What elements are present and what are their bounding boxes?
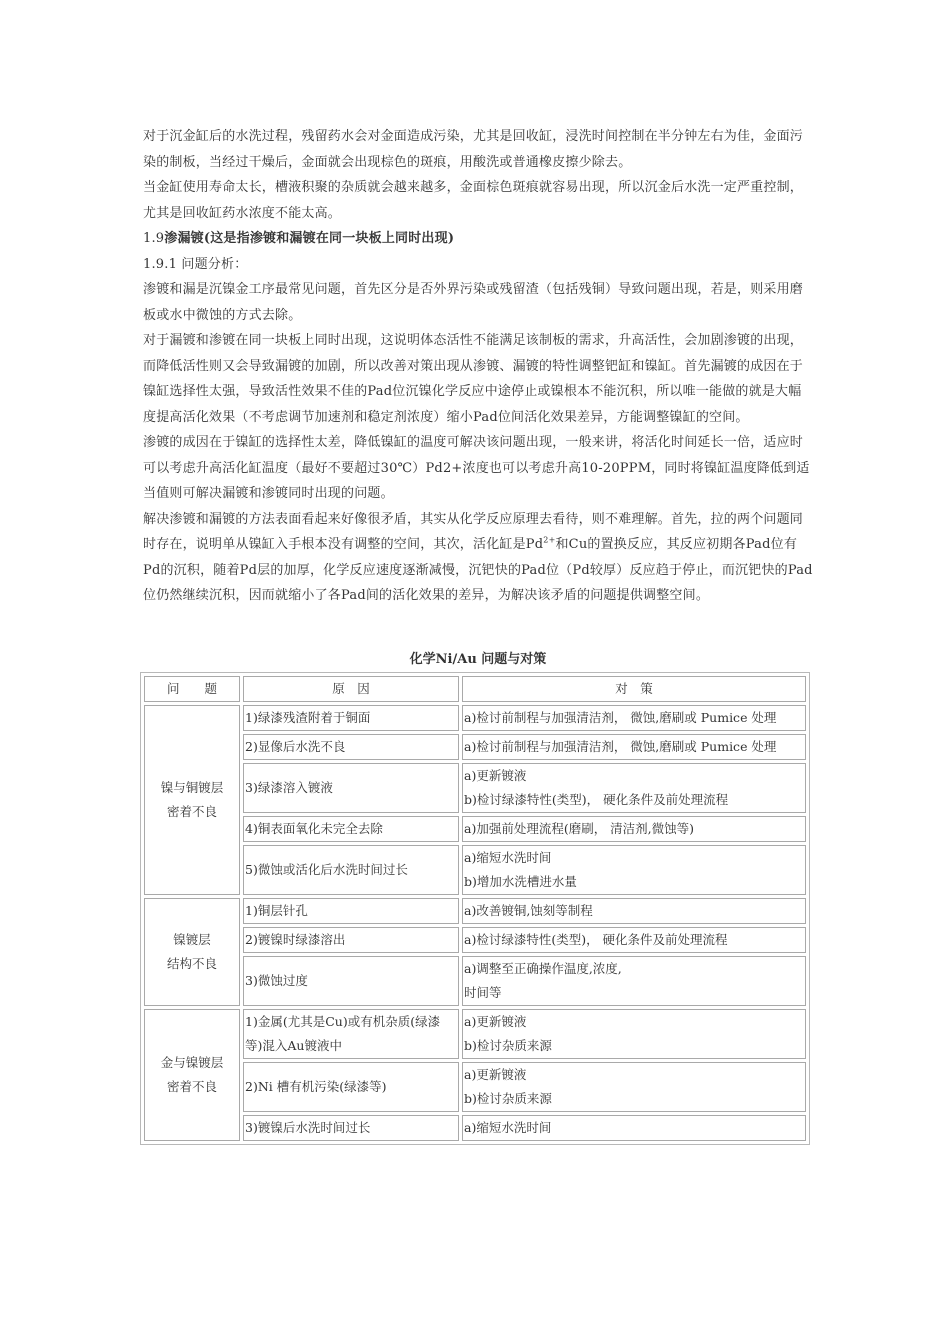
fix-cell <box>462 1062 806 1112</box>
table-header-row <box>144 676 806 702</box>
paragraph: 对于漏镀和渗镀在同一块板上同时出现，这说明体态活性不能满足该制板的需求，升高活性，会加剧渗镀的出现，而降低活性则又会导致漏镀的加剧，所以改善对策出现从渗镀、漏镀的特性调整钯缸和镍缸。首先漏镀的成因在于镍缸选择性太强，导致活性效果不佳的Pad位沉镍化学反应中途停止或镍根本不能沉积，所以唯一能做的就是大幅度提高活化效果（不考虑调节加速剂和稳定剂浓度）缩小Pad位间活化效果差异，方能调整镍缸的空间。 <box>143 333 804 425</box>
fix-line: a)检讨前制程与加强清洁剂， 微蚀,磨刷或 Pumice 处理 <box>464 710 777 725</box>
cause-cell: 4)铜表面氧化未完全去除 <box>243 816 459 842</box>
table-row <box>144 705 806 731</box>
paragraph-text: 和Cu的置换反应，其反应初期各Pad位有Pd的沉积，随着Pd层的加厚，化学反应速度逐渐减慢，沉钯快的Pad位（Pd较厚）反应趋于停止，而沉钯快的Pad位仍然继续沉积，因而就缩小了各Pad间的活化效果的差异，为解决该矛盾的问题提供调整空间。 <box>143 537 813 603</box>
paragraph <box>143 507 813 609</box>
fix-cell <box>462 1115 806 1141</box>
problem-table <box>140 672 810 1145</box>
problem-line: 金与镍镀层 <box>160 1055 224 1070</box>
paragraph: 渗镀的成因在于镍缸的选择性太差，降低镍缸的温度可解决该问题出现，一般来讲，将活化时间延长一倍，适应时可以考虑升高活化缸温度（最好不要超过30℃）Pd2+浓度也可以考虑升高10-20PPM，同时将镍缸温度降低到适当值则可解决漏镀和渗镀同时出现的问题。 <box>143 435 810 501</box>
fix-cell <box>462 927 806 953</box>
problem-line: 镍与铜镀层 <box>160 780 224 795</box>
fix-line: a)更新镀液 <box>464 1014 527 1029</box>
cause-cell: 2)镀镍时绿漆溶出 <box>243 927 459 953</box>
document-body <box>143 124 813 609</box>
fix-line: a)更新镀液 <box>464 768 527 783</box>
paragraph-text: 解决渗镀和漏镀的方法表面看起来好像很矛盾，其实从化学反应原理去看待，则不难理解。首先，拉的两个问题同时存在，说明单从镍缸入手根本没有调整的空间，其次，活化缸是Pd <box>143 511 804 552</box>
superscript: 2+ <box>543 535 556 545</box>
fix-cell <box>462 956 806 1006</box>
fix-line: 时间等 <box>464 985 502 1000</box>
subsection-heading: 1.9.1 问题分析： <box>143 256 248 272</box>
table-row <box>144 763 806 813</box>
problem-cell <box>144 1009 240 1141</box>
table-row <box>144 816 806 842</box>
fix-line: a)缩短水洗时间 <box>464 1120 552 1135</box>
fix-cell <box>462 734 806 760</box>
problem-line: 密着不良 <box>166 804 217 819</box>
cause-cell: 1)绿漆残渣附着于铜面 <box>243 705 459 731</box>
fix-line: a)缩短水洗时间 <box>464 850 552 865</box>
problem-line: 结构不良 <box>166 956 217 971</box>
problem-cell <box>144 898 240 1006</box>
cause-cell: 3)镀镍后水洗时间过长 <box>243 1115 459 1141</box>
problem-line: 密着不良 <box>166 1079 217 1094</box>
fix-cell <box>462 763 806 813</box>
header-cause: 原 因 <box>243 676 459 702</box>
cause-cell: 2)Ni 槽有机污染(绿漆等) <box>243 1062 459 1112</box>
problem-line: 镍镀层 <box>173 932 211 947</box>
cause-cell: 1)金属(尤其是Cu)或有机杂质(绿漆等)混入Au镀液中 <box>243 1009 459 1059</box>
fix-cell <box>462 898 806 924</box>
fix-line: b)增加水洗槽进水量 <box>464 874 577 889</box>
table-row <box>144 898 806 924</box>
table-row <box>144 927 806 953</box>
table-row <box>144 734 806 760</box>
section-title: 渗漏镀(这是指渗镀和漏镀在同一块板上同时出现) <box>164 231 455 246</box>
header-problem: 问 题 <box>144 676 240 702</box>
section-heading <box>143 226 813 252</box>
fix-line: b)检讨绿漆特性(类型)， 硬化条件及前处理流程 <box>464 792 729 807</box>
cause-cell: 5)微蚀或活化后水洗时间过长 <box>243 845 459 895</box>
table-row <box>144 1115 806 1141</box>
paragraph: 当金缸使用寿命太长，槽液积聚的杂质就会越来越多，金面棕色斑痕就容易出现，所以沉金后水洗一定严重控制，尤其是回收缸药水浓度不能太高。 <box>143 180 804 221</box>
fix-line: a)更新镀液 <box>464 1067 527 1082</box>
fix-line: a)改善镀铜,蚀刻等制程 <box>464 903 593 918</box>
fix-cell <box>462 1009 806 1059</box>
problem-cell <box>144 705 240 895</box>
header-fix: 对 策 <box>462 676 806 702</box>
fix-line: b)检讨杂质来源 <box>464 1091 552 1106</box>
table-caption: 化学Ni/Au 问题与对策 <box>409 652 547 667</box>
cause-cell: 3)微蚀过度 <box>243 956 459 1006</box>
fix-line: a)调整至正确操作温度,浓度, <box>464 961 622 976</box>
table-row <box>144 1009 806 1059</box>
table-row <box>144 956 806 1006</box>
fix-cell <box>462 845 806 895</box>
fix-line: a)检讨绿漆特性(类型)， 硬化条件及前处理流程 <box>464 932 728 947</box>
fix-line: a)检讨前制程与加强清洁剂， 微蚀,磨刷或 Pumice 处理 <box>464 739 777 754</box>
cause-cell: 1)铜层针孔 <box>243 898 459 924</box>
table-row <box>144 1062 806 1112</box>
fix-cell <box>462 816 806 842</box>
table-row <box>144 845 806 895</box>
fix-line: a)加强前处理流程(磨刷， 清洁剂,微蚀等) <box>464 821 695 836</box>
fix-cell <box>462 705 806 731</box>
fix-line: b)检讨杂质来源 <box>464 1038 552 1053</box>
section-number: 1.9 <box>143 231 165 246</box>
cause-cell: 2)显像后水洗不良 <box>243 734 459 760</box>
cause-cell: 3)绿漆溶入镀液 <box>243 763 459 813</box>
paragraph: 对于沉金缸后的水洗过程，残留药水会对金面造成污染，尤其是回收缸，浸洗时间控制在半分钟左右为佳，金面污染的制板，当经过干燥后，金面就会出现棕色的斑痕，用酸洗或普通橡皮擦少除去。 <box>143 129 804 170</box>
paragraph: 渗镀和漏是沉镍金工序最常见问题，首先区分是否外界污染或残留渣（包括残铜）导致问题出现，若是，则采用磨板或水中微蚀的方式去除。 <box>143 282 804 323</box>
